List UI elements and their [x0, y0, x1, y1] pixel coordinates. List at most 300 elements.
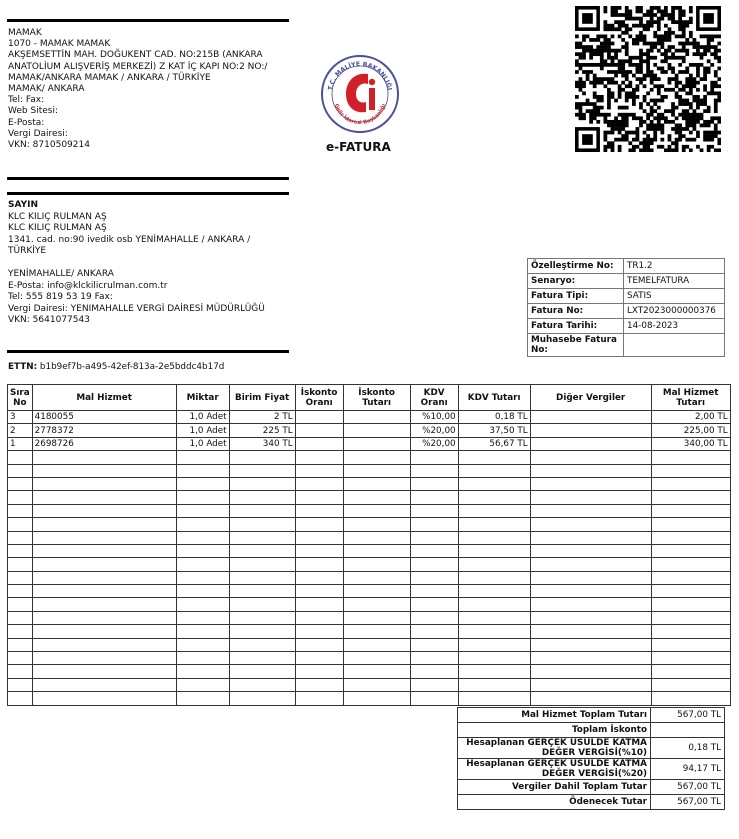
table-cell: 2778372 [32, 424, 176, 437]
table-cell [410, 692, 458, 705]
table-cell [343, 477, 410, 490]
table-cell [410, 518, 458, 531]
table-cell [176, 544, 229, 557]
table-cell [651, 558, 730, 571]
table-row [8, 652, 731, 665]
table-cell [295, 678, 343, 691]
table-cell [295, 411, 343, 424]
table-cell [229, 692, 295, 705]
table-cell: 340 TL [229, 437, 295, 450]
table-cell [458, 611, 530, 624]
table-cell [651, 544, 730, 557]
table-cell [176, 451, 229, 464]
table-cell [530, 678, 651, 691]
table-row [8, 491, 731, 504]
gib-seal-icon [318, 52, 402, 136]
table-cell [410, 638, 458, 651]
table-cell [651, 451, 730, 464]
totals-label: Ödenecek Tutar [458, 795, 651, 810]
totals-row [458, 723, 725, 738]
table-cell [343, 531, 410, 544]
items-column-header: KDV Tutarı [458, 385, 530, 411]
table-cell [410, 665, 458, 678]
table-cell [176, 504, 229, 517]
totals-label: Hesaplanan GERÇEK USULDE KATMA DEĞER VERGİSİ(%10) [458, 738, 651, 759]
table-cell [176, 611, 229, 624]
table-cell: 2698726 [32, 437, 176, 450]
table-cell [32, 571, 176, 584]
table-cell [458, 665, 530, 678]
buyer-lines [8, 212, 290, 327]
table-cell [458, 678, 530, 691]
info-value: LXT2023000000376 [624, 304, 725, 319]
table-cell [410, 625, 458, 638]
table-cell [651, 665, 730, 678]
table-cell: %20,00 [410, 424, 458, 437]
info-row [528, 334, 725, 357]
table-cell [229, 544, 295, 557]
ettn-label: ETTN: [8, 362, 38, 372]
table-cell [458, 692, 530, 705]
seller-line: E-Posta: [8, 117, 45, 128]
table-cell [343, 638, 410, 651]
table-cell [8, 477, 33, 490]
table-cell [343, 491, 410, 504]
table-cell [8, 585, 33, 598]
table-cell [410, 678, 458, 691]
totals-row [458, 738, 725, 759]
table-cell [651, 652, 730, 665]
table-cell [458, 451, 530, 464]
table-row [8, 531, 731, 544]
items-header-row [8, 385, 731, 411]
items-column-header: İskonto Tutarı [343, 385, 410, 411]
items-column-header: Sıra No [8, 385, 33, 411]
seller-line: AKŞEMSETTİN MAH. DOĞUKENT CAD. NO:215B (ANKARA [8, 50, 263, 61]
table-cell [410, 571, 458, 584]
table-cell [229, 531, 295, 544]
table-cell [458, 571, 530, 584]
table-row [8, 598, 731, 611]
logo-top-text: T.C. MALİYE BAKANLIĞI [327, 60, 393, 91]
totals-value: 567,00 TL [651, 795, 725, 810]
table-cell: 1,0 Adet [176, 411, 229, 424]
table-cell [458, 464, 530, 477]
table-cell [651, 598, 730, 611]
info-row [528, 274, 725, 289]
table-cell [176, 464, 229, 477]
table-cell [176, 518, 229, 531]
table-cell [8, 692, 33, 705]
table-cell [530, 558, 651, 571]
info-value: TR1.2 [624, 259, 725, 274]
table-cell [530, 625, 651, 638]
info-row [528, 304, 725, 319]
table-row [8, 544, 731, 557]
table-cell [651, 531, 730, 544]
table-cell [295, 638, 343, 651]
table-cell [229, 464, 295, 477]
table-cell: 225,00 TL [651, 424, 730, 437]
buyer-line: KLC KILIÇ RULMAN AŞ [8, 211, 107, 222]
table-row [8, 477, 731, 490]
table-cell [295, 692, 343, 705]
table-cell [295, 558, 343, 571]
table-cell: 2 [8, 424, 33, 437]
seller-line: Vergi Dairesi: [8, 128, 68, 139]
info-row [528, 319, 725, 334]
table-row [8, 558, 731, 571]
table-cell [229, 451, 295, 464]
table-cell [295, 464, 343, 477]
table-cell [176, 477, 229, 490]
table-cell [530, 598, 651, 611]
table-cell [295, 424, 343, 437]
table-cell [32, 464, 176, 477]
table-cell [530, 464, 651, 477]
table-cell [176, 678, 229, 691]
table-row [8, 437, 731, 450]
table-cell [295, 571, 343, 584]
buyer-line: TÜRKİYE [8, 246, 47, 256]
table-cell: 225 TL [229, 424, 295, 437]
table-cell [530, 585, 651, 598]
table-cell [229, 585, 295, 598]
seller-line: VKN: 8710509214 [8, 140, 90, 151]
seller-top-rule [7, 19, 289, 22]
table-cell [176, 625, 229, 638]
table-cell [32, 477, 176, 490]
table-cell [229, 665, 295, 678]
table-row [8, 451, 731, 464]
table-row [8, 518, 731, 531]
table-cell [530, 571, 651, 584]
table-cell [32, 598, 176, 611]
table-cell [530, 531, 651, 544]
table-cell [8, 571, 33, 584]
table-cell [410, 558, 458, 571]
table-cell [295, 611, 343, 624]
seller-bottom-rule [7, 177, 289, 180]
table-cell [530, 491, 651, 504]
gib-logo [318, 52, 402, 136]
totals-value: 0,18 TL [651, 738, 725, 759]
table-cell [229, 678, 295, 691]
table-cell [410, 531, 458, 544]
table-row [8, 625, 731, 638]
table-cell [410, 585, 458, 598]
info-value [624, 334, 725, 357]
items-column-header: Miktar [176, 385, 229, 411]
totals-value: 567,00 TL [651, 780, 725, 795]
totals-row [458, 759, 725, 780]
table-cell [295, 598, 343, 611]
table-row [8, 611, 731, 624]
table-cell [295, 477, 343, 490]
info-value: TEMELFATURA [624, 274, 725, 289]
table-cell [458, 531, 530, 544]
table-cell: 340,00 TL [651, 437, 730, 450]
table-cell [343, 678, 410, 691]
buyer-line: YENİMAHALLE/ ANKARA [8, 269, 114, 279]
table-cell [410, 598, 458, 611]
info-label: Senaryo: [528, 274, 624, 289]
table-cell [295, 491, 343, 504]
table-cell [295, 518, 343, 531]
table-cell: %10,00 [410, 411, 458, 424]
table-cell [229, 598, 295, 611]
table-row [8, 571, 731, 584]
table-cell [530, 424, 651, 437]
table-cell [295, 652, 343, 665]
buyer-line: 1341. cad. no:90 ivedik osb YENİMAHALLE / ANKARA / [8, 234, 251, 245]
table-cell [229, 491, 295, 504]
totals-value: 94,17 TL [651, 759, 725, 780]
table-row [8, 585, 731, 598]
table-cell [343, 411, 410, 424]
seller-line: MAMAK/ANKARA MAMAK / ANKARA / TÜRKİYE [8, 72, 211, 83]
table-cell [32, 585, 176, 598]
table-cell [343, 464, 410, 477]
seller-line: ANATOLİUM ALIŞVERİŞ MERKEZİ) Z KAT İÇ KAPI NO:2 NO:/ [8, 61, 268, 72]
table-cell [458, 477, 530, 490]
table-cell [176, 598, 229, 611]
table-cell [651, 504, 730, 517]
seller-block [8, 28, 290, 151]
table-cell [229, 611, 295, 624]
table-cell [295, 531, 343, 544]
table-cell [32, 625, 176, 638]
table-cell [530, 411, 651, 424]
table-cell [530, 652, 651, 665]
qr-code [575, 6, 721, 152]
buyer-heading: SAYIN [8, 200, 38, 210]
table-cell [8, 491, 33, 504]
table-cell [343, 585, 410, 598]
info-label: Fatura Tarihi: [528, 319, 624, 334]
table-cell [651, 585, 730, 598]
table-cell [32, 491, 176, 504]
table-cell [176, 638, 229, 651]
table-cell [8, 678, 33, 691]
table-cell [32, 692, 176, 705]
table-cell [410, 611, 458, 624]
buyer-line: KLC KILIÇ RULMAN AŞ [8, 223, 107, 233]
table-cell [32, 611, 176, 624]
buyer-line: Vergi Dairesi: YENIMAHALLE VERGİ DAİRESİ MÜDÜRLÜĞÜ [8, 303, 265, 314]
table-cell [651, 518, 730, 531]
table-cell [32, 558, 176, 571]
table-cell [343, 518, 410, 531]
table-cell [530, 638, 651, 651]
table-cell [176, 585, 229, 598]
table-cell [410, 451, 458, 464]
table-cell [458, 625, 530, 638]
table-cell [176, 558, 229, 571]
items-column-header: Mal Hizmet [32, 385, 176, 411]
table-cell [8, 625, 33, 638]
table-cell [32, 544, 176, 557]
table-cell [530, 692, 651, 705]
table-cell [229, 638, 295, 651]
table-cell: 2 TL [229, 411, 295, 424]
items-column-header: Birim Fiyat [229, 385, 295, 411]
seller-line: Tel: Fax: [8, 95, 45, 106]
table-cell [651, 638, 730, 651]
table-cell [343, 692, 410, 705]
table-cell [8, 665, 33, 678]
table-cell [458, 598, 530, 611]
info-label: Muhasebe Fatura No: [528, 334, 624, 357]
table-row [8, 464, 731, 477]
table-cell [295, 625, 343, 638]
seller-line: Web Sitesi: [8, 106, 58, 117]
seller-line: MAMAK/ ANKARA [8, 84, 85, 95]
table-cell [229, 558, 295, 571]
totals-value: 567,00 TL [651, 708, 725, 723]
table-cell [343, 558, 410, 571]
table-cell [530, 544, 651, 557]
info-row [528, 259, 725, 274]
table-cell [530, 504, 651, 517]
table-cell [229, 504, 295, 517]
table-cell [32, 504, 176, 517]
totals-row [458, 795, 725, 810]
table-cell [651, 571, 730, 584]
table-row [8, 504, 731, 517]
table-cell [229, 652, 295, 665]
table-cell: 0,18 TL [458, 411, 530, 424]
buyer-block [8, 200, 290, 327]
seller-line: 1070 - MAMAK MAMAK [8, 39, 111, 50]
table-cell [410, 477, 458, 490]
table-row [8, 638, 731, 651]
totals-label: Vergiler Dahil Toplam Tutar [458, 780, 651, 795]
items-column-header: Mal Hizmet Tutarı [651, 385, 730, 411]
table-cell [458, 504, 530, 517]
invoice-info-table [527, 258, 725, 357]
totals-value [651, 723, 725, 738]
table-cell [458, 544, 530, 557]
table-cell: 1,0 Adet [176, 424, 229, 437]
items-column-header: Diğer Vergiler [530, 385, 651, 411]
ettn [8, 362, 224, 372]
table-row [8, 424, 731, 437]
items-table [7, 384, 731, 706]
table-cell [8, 558, 33, 571]
table-cell [176, 531, 229, 544]
table-cell [651, 692, 730, 705]
table-cell [343, 544, 410, 557]
info-label: Fatura Tipi: [528, 289, 624, 304]
buyer-top-rule [7, 192, 289, 195]
document-type: e-FATURA [326, 140, 391, 154]
table-cell [651, 477, 730, 490]
table-cell [343, 598, 410, 611]
table-cell [343, 424, 410, 437]
totals-label: Toplam İskonto [458, 723, 651, 738]
table-cell [651, 611, 730, 624]
table-cell [343, 504, 410, 517]
info-label: Özelleştirme No: [528, 259, 624, 274]
table-row [8, 692, 731, 705]
table-cell [458, 558, 530, 571]
table-cell: 4180055 [32, 411, 176, 424]
table-cell [32, 665, 176, 678]
buyer-line: E-Posta: info@klckilicrulman.com.tr [8, 280, 168, 291]
table-cell [8, 638, 33, 651]
info-label: Fatura No: [528, 304, 624, 319]
table-cell [176, 665, 229, 678]
table-cell [410, 491, 458, 504]
table-cell [458, 638, 530, 651]
items-column-header: İskonto Oranı [295, 385, 343, 411]
table-cell [8, 464, 33, 477]
totals-row [458, 780, 725, 795]
table-cell [651, 625, 730, 638]
table-cell [8, 652, 33, 665]
totals-table [457, 707, 725, 810]
table-cell [295, 585, 343, 598]
buyer-line: VKN: 5641077543 [8, 315, 90, 325]
table-cell [458, 652, 530, 665]
table-row [8, 665, 731, 678]
table-cell [295, 504, 343, 517]
table-cell [32, 678, 176, 691]
table-cell [530, 611, 651, 624]
table-cell [651, 464, 730, 477]
table-cell [295, 437, 343, 450]
totals-row [458, 708, 725, 723]
table-cell [229, 477, 295, 490]
table-cell [530, 451, 651, 464]
table-cell [343, 571, 410, 584]
table-cell [229, 625, 295, 638]
table-cell [176, 692, 229, 705]
table-cell [530, 477, 651, 490]
table-cell [343, 437, 410, 450]
table-cell [8, 518, 33, 531]
table-cell [410, 652, 458, 665]
table-cell [176, 652, 229, 665]
table-cell [410, 464, 458, 477]
table-cell [343, 451, 410, 464]
table-cell [32, 518, 176, 531]
table-cell: 56,67 TL [458, 437, 530, 450]
qr-code-icon [575, 6, 721, 152]
table-cell [32, 652, 176, 665]
table-cell [458, 585, 530, 598]
table-cell [8, 504, 33, 517]
table-cell [410, 544, 458, 557]
table-cell [32, 451, 176, 464]
ettn-value: b1b9ef7b-a495-42ef-813a-2e5bddc4b17d [39, 362, 225, 372]
info-row [528, 289, 725, 304]
table-cell [32, 638, 176, 651]
info-value: 14-08-2023 [624, 319, 725, 334]
table-cell: 37,50 TL [458, 424, 530, 437]
table-cell [343, 665, 410, 678]
table-cell [530, 518, 651, 531]
table-cell [229, 518, 295, 531]
table-cell [343, 652, 410, 665]
buyer-line [8, 258, 290, 270]
table-cell: 3 [8, 411, 33, 424]
table-cell [295, 451, 343, 464]
table-cell [8, 451, 33, 464]
buyer-bottom-rule [7, 350, 289, 353]
table-cell [651, 678, 730, 691]
